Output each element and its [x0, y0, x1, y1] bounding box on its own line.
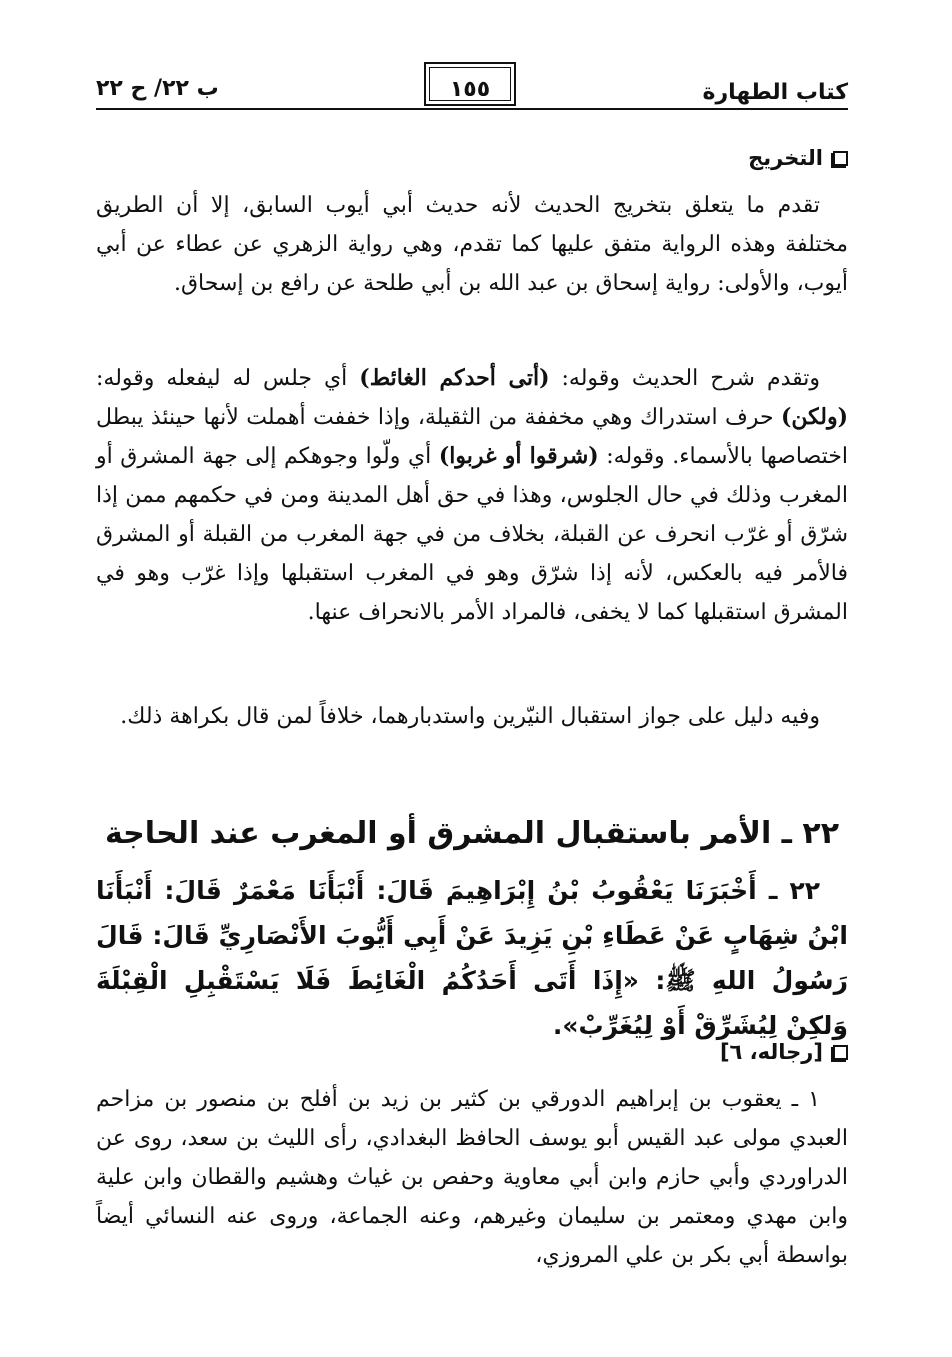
book-title: كتاب الطهارة — [702, 80, 848, 105]
text-run: أي ولّوا وجوهكم إلى جهة المشرق أو المغرب وذلك في حال الجلوس، وهذا في حق أهل المدينة ومن في حكمهم ممن إذا شرّق أو غرّب انحرف عن القبلة، بخلاف من في جهة المغرب من القبلة أو المشرق فالأمر فيه بالعكس، لأنه إذا شرّق وهو في المغرب استقبلها وإذا غرّب وهو في المشرق استقبلها كما لا يخفى، فالمراد الأمر بالانحراف عنها. — [96, 444, 848, 625]
takhrij-paragraph-2 — [96, 359, 848, 632]
text-run: وتقدم شرح الحديث وقوله: — [549, 366, 820, 391]
text-run: أي جلس له ليفعله وقوله: — [96, 366, 360, 391]
takhrij-paragraph-1: تقدم ما يتعلق بتخريج الحديث لأنه حديث أبي أيوب السابق، إلا أن الطريق مختلفة وهذه الرواية متفق عليها كما تقدم، وهي رواية الزهري عن عطاء عن أبي أيوب، والأولى: رواية إسحاق بن عبد الله بن أبي طلحة عن رافع بن إسحاق. — [96, 193, 849, 296]
rijal-heading — [720, 1040, 848, 1064]
page-header — [96, 62, 848, 110]
chapter-title: ٢٢ ـ الأمر باستقبال المشرق أو المغرب عند الحاجة — [104, 816, 840, 851]
rijal-heading-text: [رجاله، ٦] — [719, 1040, 823, 1064]
text-run: حرف استدراك وهي مخففة من الثقيلة، وإذا خففت أهملت لأنها حينئذ يبطل اختصاصها بالأسماء. وقوله: — [96, 405, 848, 469]
takhrij-paragraph-3: وفيه دليل على جواز استقبال النيّرين واستدبارهما، خلافاً لمن قال بكراهة ذلك. — [120, 704, 820, 729]
square-bullet-icon — [833, 151, 848, 166]
page-number-frame — [424, 62, 516, 106]
takhrij-heading-text: التخريج — [748, 146, 823, 170]
quoted-phrase: (أتى أحدكم الغائط) — [359, 365, 550, 391]
header-divider — [96, 108, 848, 110]
rijal-paragraph-1: ١ ـ يعقوب بن إبراهيم الدورقي بن كثير بن زيد بن أفلح بن منصور بن مزاحم العبدي مولى عبد القيس أبو يوسف الحافظ البغدادي، رأى الليث بن سعد، روى عن الدراوردي وأبي حازم وابن أبي معاوية وحفص بن غياث وهشيم والقطان وابن علية وابن مهدي ومعتمر بن سليمان وغيرهم، وعنه الجماعة، وروى عنه النسائي أيضاً بواسطة أبي بكر بن علي المروزي، — [96, 1087, 848, 1268]
page-number: ١٥٥ — [449, 76, 491, 102]
takhrij-heading — [748, 146, 848, 170]
square-bullet-icon — [833, 1045, 848, 1060]
quoted-phrase: (شرقوا أو غربوا) — [438, 443, 599, 469]
hadith-text: ٢٢ ـ أَخْبَرَنَا يَعْقُوبُ بْنُ إِبْرَاهِيمَ قَالَ: أَنْبَأَنَا مَعْمَرٌ قَالَ: أَنْبَأَنَا ابْنُ شِهَابٍ عَنْ عَطَاءِ بْنِ يَزِيدَ عَنْ أَبِي أَيُّوبَ الأَنْصَارِيِّ قَالَ: قَالَ رَسُولُ اللهِ ﷺ: «إِذَا أَتَى أَحَدُكُمُ الْغَائِطَ فَلَا يَسْتَقْبِلِ الْقِبْلَةَ وَلكِنْ لِيُشَرِّقْ أَوْ لِيُغَرِّبْ». — [96, 876, 848, 1040]
chapter-ref: ب ٢٢/ ح ٢٢ — [96, 76, 219, 101]
quoted-phrase: (ولكن) — [780, 404, 848, 430]
